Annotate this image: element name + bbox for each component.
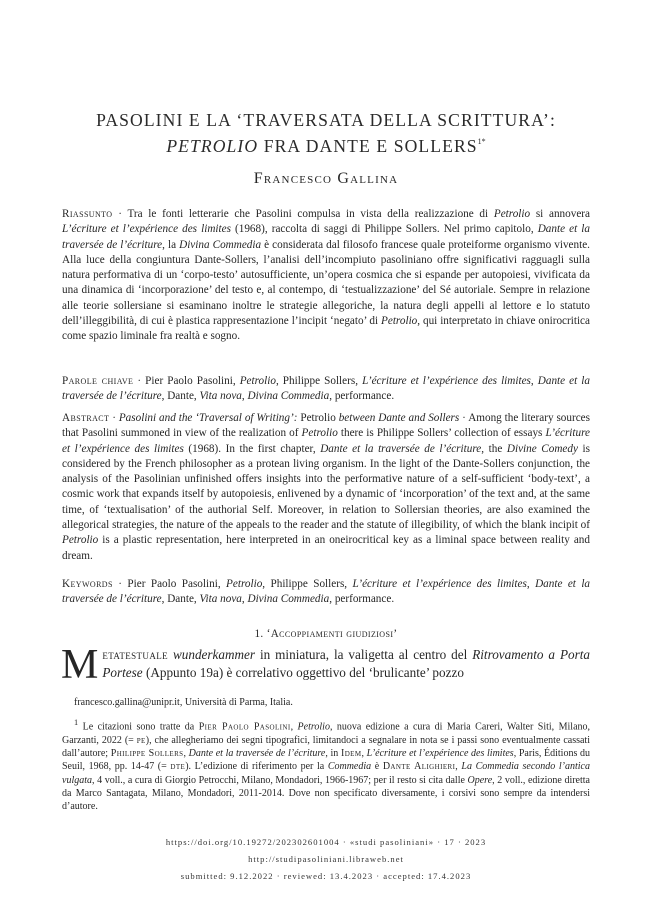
section-title: ‘Accoppiamenti giudiziosi’ xyxy=(266,628,398,640)
body-paragraph: Metatestuale wunderkammer in miniatura, la valigetta al centro del Ritrovamento a Porta Portese (Appunto 19a) è correlativo oggettivo del ‘brulicante’ pozzo xyxy=(61,642,591,688)
footer-dates-line: submitted: 9.12.2022 · reviewed: 13.4.2023 · accepted: 17.4.2023 xyxy=(180,871,472,881)
title-petrolio: PETROLIO xyxy=(166,136,259,156)
footnote-mark: 1 xyxy=(74,718,79,727)
author-affiliation: francesco.gallina@unipr.it, Università di Parma, Italia. xyxy=(74,697,293,708)
riassunto-label: Riassunto xyxy=(62,208,113,220)
parole-chiave-paragraph: Parole chiave · Pier Paolo Pasolini, Petrolio, Philippe Sollers, L’écriture et l’expérience des limites, Dante et la traversée de l’écriture, Dante, Vita nova, Divina Commedia, performance. xyxy=(62,375,590,403)
abstract-paragraph: Abstract · Pasolini and the ‘Traversal of Writing’: Petrolio between Dante and Sollers · Among the literary sources that Pasolini summoned in view of the realization of Petrolio there is Philippe Sollers’ collection of essays L’écriture et l’expérience des limites (1968). In the first chapter, Dante et la traversée de l’écriture, the Divine Comedy is considered by the French philosopher as a protean living organism. In the light of the Dante-Sollers conjunction, the analysis of the Pasolinian unfinished offers insights into the performative nature of a self-sufficient ‘body-text’, a cosmic work that expands itself by autopoiesis, enlivened by a dynamic of ‘incorporation’ of the text and, at the same time, of ‘textualisation’ of the authorial Self. Moreover, in relation to Sollersian theories, are also examined the allegorical strategies, the nature of the appeals to the reader and the statute of illegibility, of which the blank incipit of Petrolio is a plastic representation, here interpreted in an oneirocritical key as a liminal space between reality and dream. xyxy=(62,412,591,562)
drop-cap: M xyxy=(61,642,99,688)
title-line-2-rest: FRA DANTE E SOLLERS xyxy=(258,136,478,156)
author-name: Francesco Gallina xyxy=(253,170,399,187)
parole-chiave-label: Parole chiave xyxy=(62,375,134,387)
keywords-label: Keywords xyxy=(62,578,113,590)
abstract-label: Abstract xyxy=(62,412,110,424)
riassunto-paragraph: Riassunto · Tra le fonti letterarie che Pasolini compulsa in vista della realizzazione di Petrolio si annovera L’écriture et l’expérience des limites (1968), raccolta di saggi di Philippe Sollers. Nel primo capitolo, Dante et la traversée de l’écriture, la Divina Commedia è considerata dal filosofo francese quale proteiforme organismo vivente. Alla luce della congiuntura Dante-Sollers, l’analisi dell’incompiuto pasoliniano offre significativi ragguagli sulla natura performativa di un ‘corpo-testo’ autosufficiente, un’opera cosmica che si espande per autopoiesi, vivificata da una dinamica di ‘incorporazione’ del testo e, al contempo, di ‘testualizzazione’ del Sé autoriale. Sempre in relazione alle teorie sollersiane si esaminano inoltre le strategie allegoriche, la natura degli appelli al lettore e lo statuto dell’illeggibilità, di cui è plastica rappresentazione l’incipit ‘negato’ di Petrolio, qui interpretato in chiave onirocritica come spazio liminale fra realtà e sogno. xyxy=(62,208,591,343)
keywords-paragraph: Keywords · Pier Paolo Pasolini, Petrolio, Philippe Sollers, L’écriture et l’expérience des limites, Dante et la traversée de l’écriture, Dante, Vita nova, Divina Commedia, performance. xyxy=(62,578,591,606)
article-title xyxy=(62,110,590,157)
title-footnote-mark: 1* xyxy=(477,137,486,146)
footer-doi-line: https://doi.org/10.19272/202302601004 · «studi pasoliniani» · 17 · 2023 xyxy=(165,837,487,847)
title-line-2 xyxy=(62,131,590,157)
footnote-1: $^1$ Le citazioni sono tratte da Pier Paolo Pasolini, Petrolio, nuova edizione a cura di Maria Careri, Walter Siti, Milano, Garzanti, 2022 (= pe), che allegheriamo dei segni tipografici, limitandoci a segnalare in nota se i passi sono eventualmente cassati dall’autore; Philippe Sollers, Dante et la traversée de l’écriture, in Idem, L’écriture et l’expérience des limites, Paris, Éditions du Seuil, 1968, pp. 14-47 (= dte). L’edizione di riferimento per la Commedia è Dante Alighieri, La Commedia secondo l’antica vulgata, 4 voll., a cura di Giorgio Petrocchi, Milano, Mondadori, 1966-1967; per il resto si cita dalle Opere, 2 voll., edizione diretta da Marco Santagata, Milano, Mondadori, 2011-2014. Dove non specificato diversamente, i corsivi sono sempre da intendersi d’autore. xyxy=(62,718,591,813)
title-line-1: PASOLINI E LA ‘TRAVERSATA DELLA SCRITTURA’: xyxy=(96,110,556,130)
section-number: 1. xyxy=(254,628,264,640)
section-heading xyxy=(62,628,590,640)
footer-url-line: http://studipasoliniani.libraweb.net xyxy=(248,854,404,864)
